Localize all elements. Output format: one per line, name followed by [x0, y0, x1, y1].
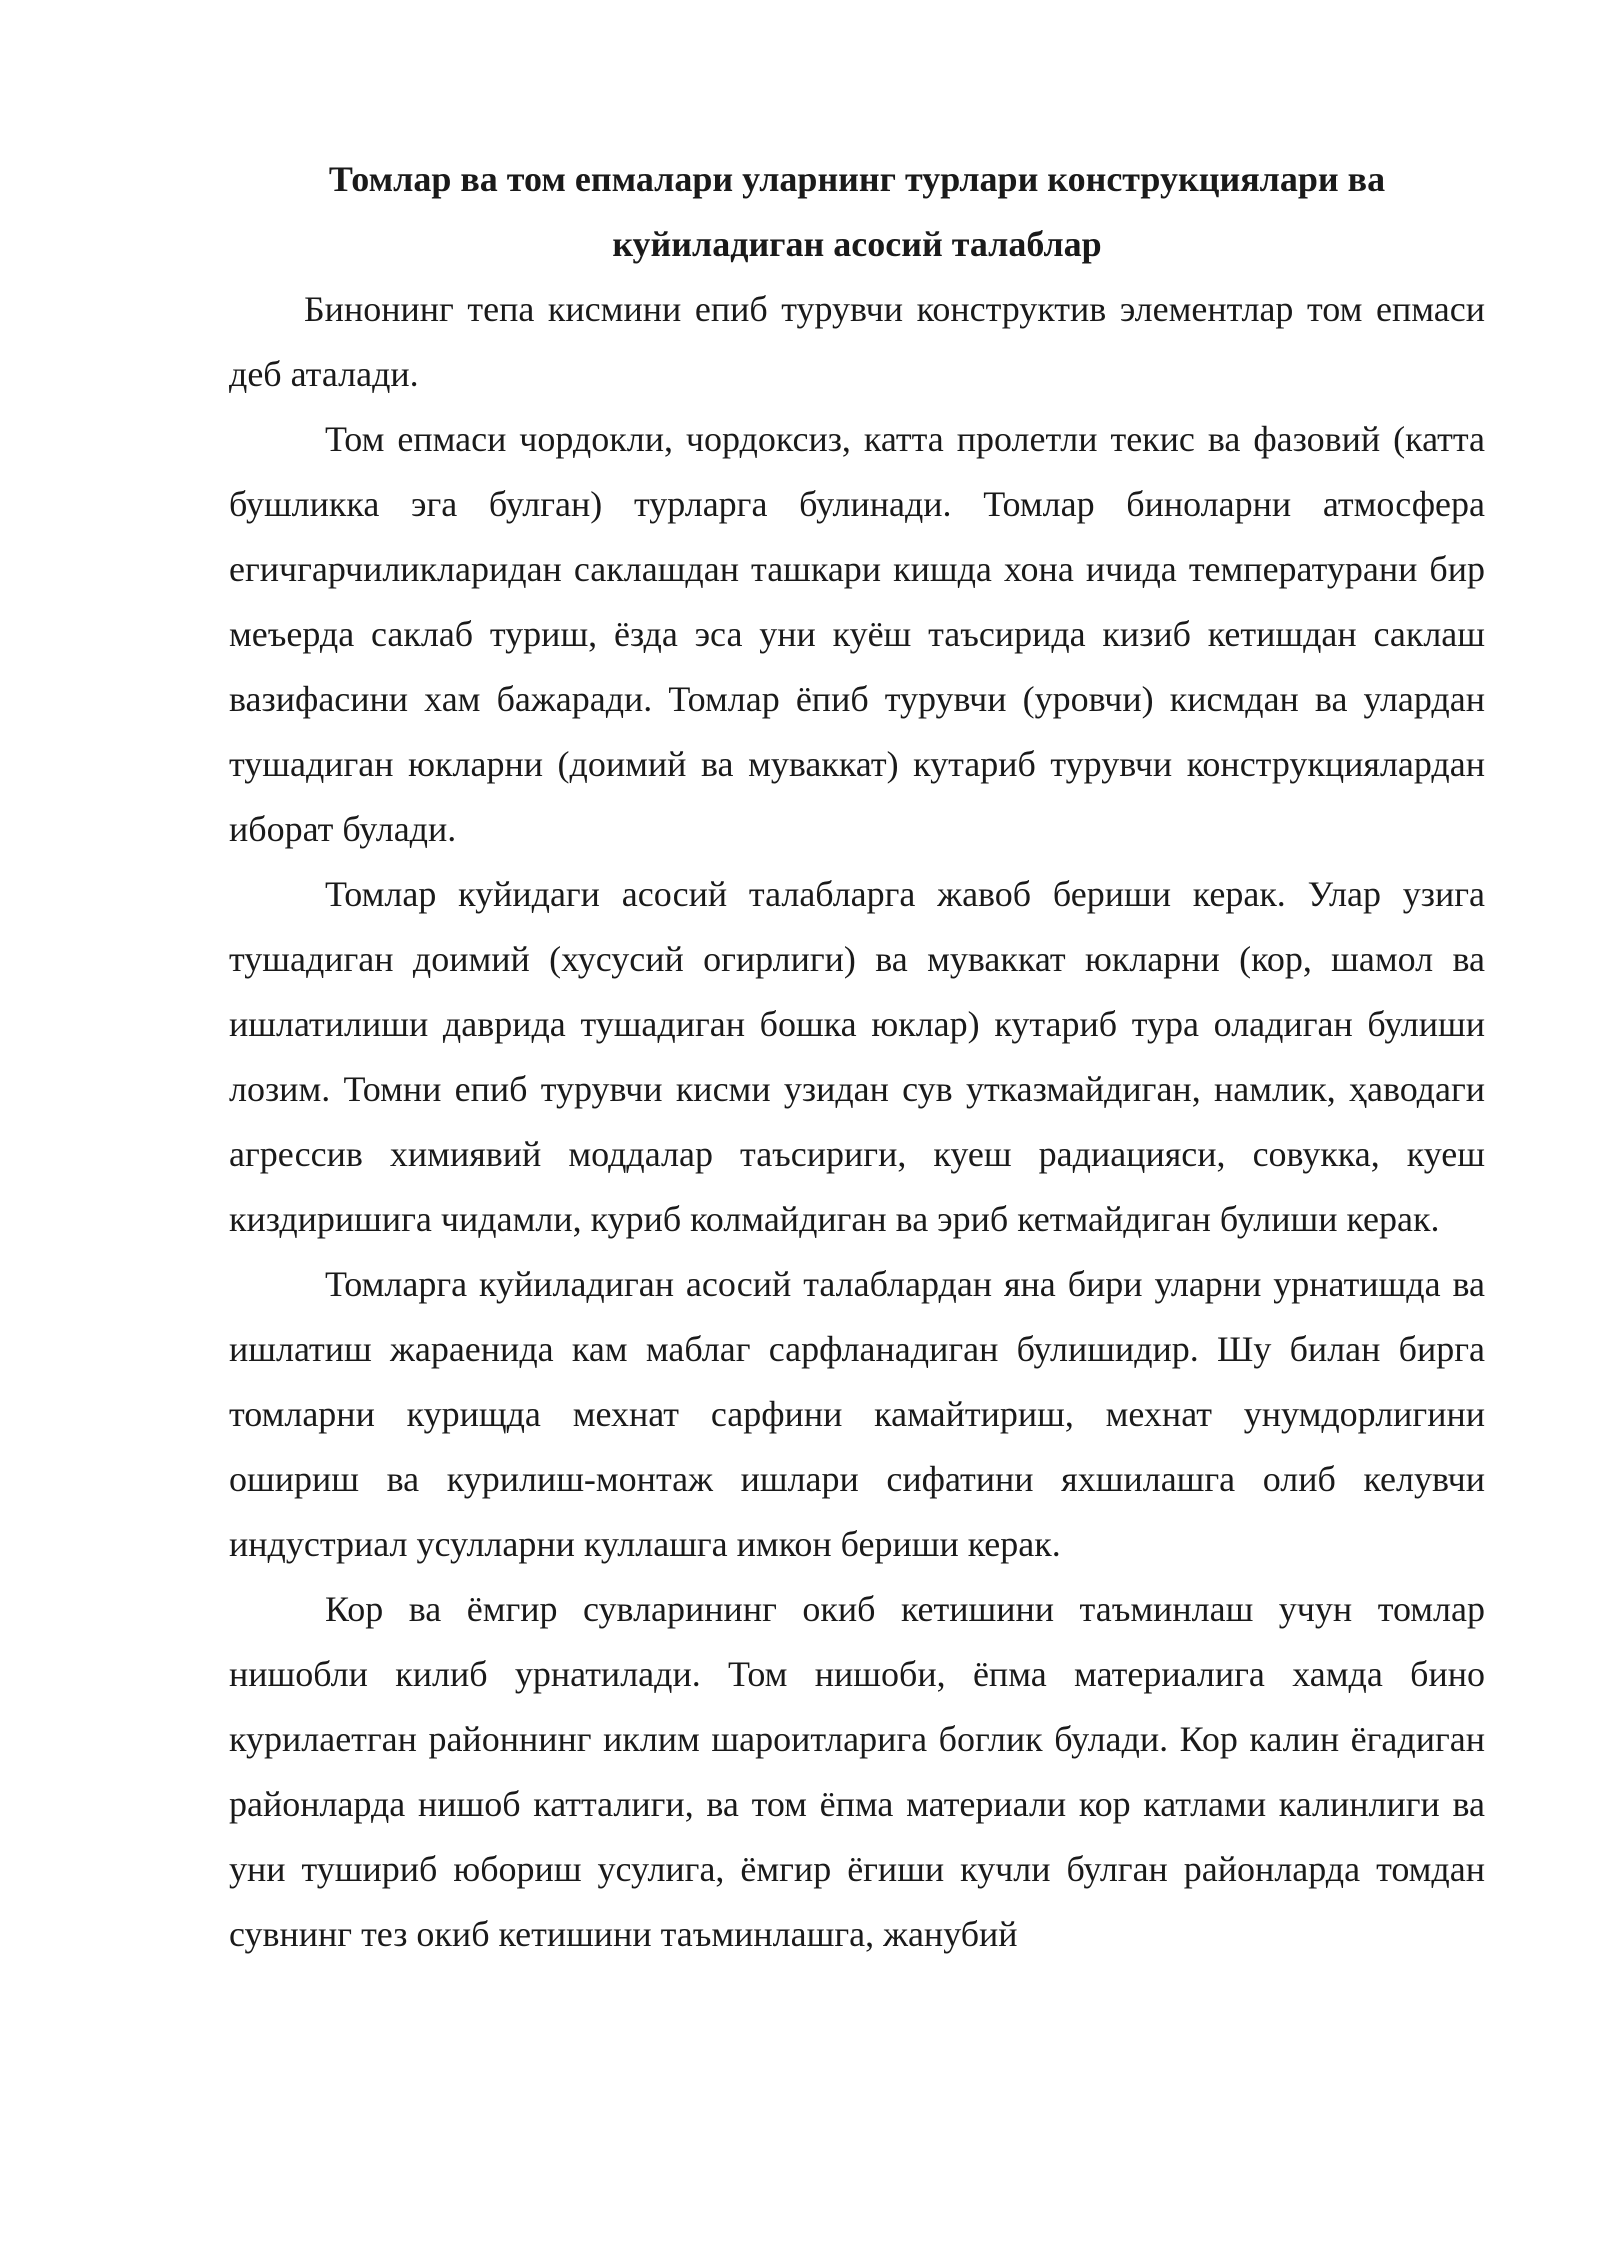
paragraph-3: Томлар куйидаги асосий талабларга жавоб бериши керак. Улар узига тушадиган доимий (хусусий огирлиги) ва муваккат юкларни (кор, шамол ва ишлатилиши даврида тушадиган бошка юклар) кутариб тура оладиган булиши лозим. Томни епиб турувчи кисми узидан сув утказмайдиган, намлик, ҳаводаги агрессив химиявий моддалар таъсириги, куеш радиацияси, совукка, куеш киздиришига чидамли, куриб колмайдиган ва эриб кетмайдиган булиши керак. — [229, 874, 1485, 1239]
document-title: Томлар ва том епмалари уларнинг турлари конструкциялари ва куйиладиган асосий талаблар — [328, 159, 1386, 264]
paragraph-2: Том епмаси чордокли, чордоксиз, катта пролетли текис ва фазовий (катта бушликка эга булган) турларга булинади. Томлар биноларни атмосфера егичгарчиликларидан саклашдан ташкари кишда хона ичида температурани бир меъерда саклаб туриш, ёзда эса уни куёш таъсирида кизиб кетишдан саклаш вазифасини хам бажаради. Томлар ёпиб турувчи (уровчи) кисмдан ва улардан тушадиган юкларни (доимий ва муваккат) кутариб турувчи конструкциялардан иборат булади. — [229, 419, 1485, 849]
paragraph-4: Томларга куйиладиган асосий талаблардан яна бири уларни урнатишда ва ишлатиш жараенида кам маблаг сарфланадиган булишидир. Шу билан бирга томларни курищда мехнат сарфини камайтириш, мехнат унумдорлигини ошириш ва курилиш-монтаж ишлари сифатини яхшилашга олиб келувчи индустриал усулларни куллашга имкон бериши керак. — [229, 1264, 1485, 1564]
paragraph-5: Кор ва ёмгир сувларининг окиб кетишини таъминлаш учун томлар нишобли килиб урнатилади. Том нишоби, ёпма материалига хамда бино курилаетган районнинг иклим шароитларига боглик булади. Кор калин ёгадиган районларда нишоб катталиги, ва том ёпма материали кор катлами калинлиги ва уни тушириб юбориш усулига, ёмгир ёгиши кучли булган районларда томдан сувнинг тез окиб кетишини таъминлашга, жанубий — [229, 1589, 1485, 1954]
paragraph-1: Бинонинг тепа кисмини епиб турувчи конструктив элементлар том епмаси деб аталади. — [229, 289, 1485, 394]
document-body — [229, 147, 1485, 1967]
